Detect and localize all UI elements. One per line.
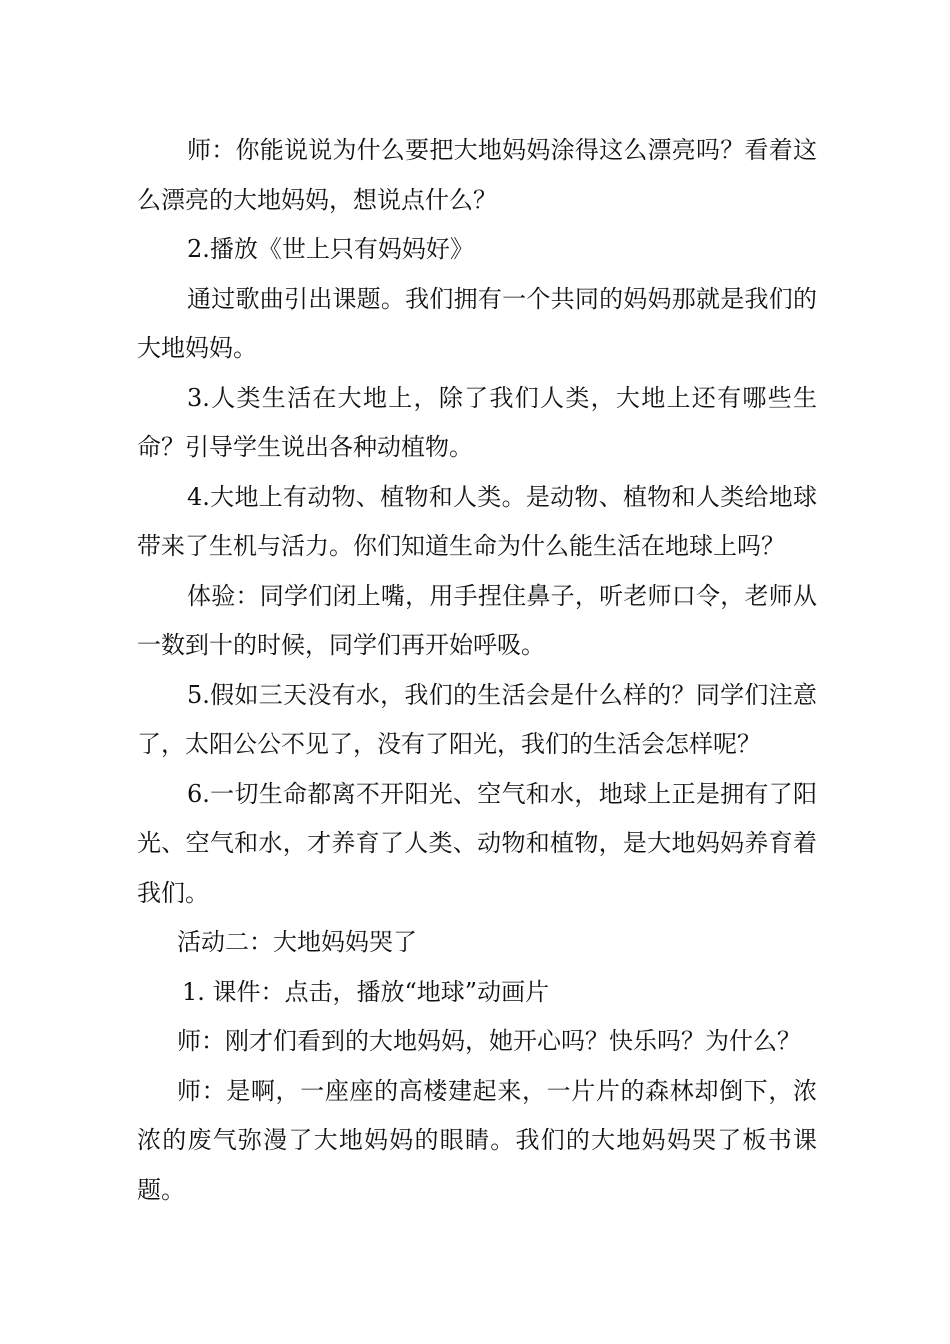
- paragraph-step-4: 4.大地上有动物、植物和人类。是动物、植物和人类给地球带来了生机与活力。你们知道生命为什么能生活在地球上吗？: [137, 482, 817, 560]
- paragraph-song-intro: 通过歌曲引出课题。我们拥有一个共同的妈妈那就是我们的大地妈妈。: [137, 284, 817, 362]
- paragraph-courseware: 1. 课件：点击，播放“地球”动画片: [182, 977, 550, 1006]
- document-body: [137, 126, 817, 1215]
- paragraph-teacher-question-2: 师：刚才们看到的大地妈妈，她开心吗？快乐吗？为什么？: [177, 1027, 801, 1055]
- paragraph-play-song: 2.播放《世上只有妈妈好》: [187, 235, 474, 263]
- paragraph-step-6: 6.一切生命都离不开阳光、空气和水，地球上正是拥有了阳光、空气和水，才养育了人类、动物和植物，是大地妈妈养育着我们。: [137, 779, 817, 907]
- paragraph-activity-2-heading: 活动二：大地妈妈哭了: [177, 928, 417, 956]
- paragraph-step-5: 5.假如三天没有水，我们的生活会是什么样的？同学们注意了，太阳公公不见了，没有了阳光，我们的生活会怎样呢？: [137, 680, 817, 758]
- paragraph-teacher-question: 师：你能说说为什么要把大地妈妈涂得这么漂亮吗？看着这么漂亮的大地妈妈，想说点什么？: [137, 136, 817, 214]
- paragraph-teacher-explanation: 师：是啊，一座座的高楼建起来，一片片的森林却倒下，浓浓的废气弥漫了大地妈妈的眼睛。我们的大地妈妈哭了板书课题。: [137, 1076, 817, 1204]
- paragraph-experience: 体验：同学们闭上嘴，用手捏住鼻子，听老师口令，老师从一数到十的时候，同学们再开始呼吸。: [137, 581, 817, 659]
- paragraph-step-3: 3.人类生活在大地上，除了我们人类，大地上还有哪些生命？引导学生说出各种动植物。: [137, 383, 817, 461]
